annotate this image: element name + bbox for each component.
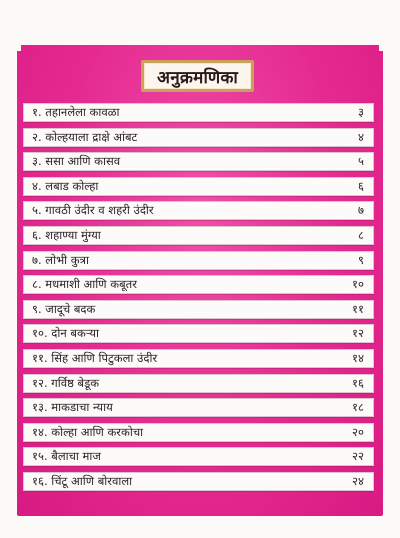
- toc-entry-page: ६: [358, 178, 364, 193]
- panel-notch-right: [379, 45, 383, 51]
- toc-entry-title: १. तहानलेला कावळा: [32, 105, 120, 119]
- panel-notch-left: [17, 45, 21, 51]
- toc-entry-page: ५: [358, 154, 364, 169]
- toc-entry: [23, 251, 374, 270]
- toc-entry-page: ३: [358, 105, 364, 119]
- toc-heading-box: [141, 60, 254, 92]
- toc-entry-title: १०. दोन बकऱ्या: [32, 326, 99, 341]
- toc-entry-title: १२. गर्विष्ठ बेडूक: [32, 375, 100, 390]
- toc-entry-title: ११. सिंह आणि पिटुकला उंदीर: [32, 350, 158, 365]
- toc-entry-title: ४. लबाड कोल्हा: [32, 178, 99, 193]
- toc-entry: [23, 398, 374, 417]
- toc-entry: [23, 472, 374, 491]
- toc-entry: [23, 374, 374, 393]
- toc-entry-page: ९: [358, 252, 364, 267]
- toc-entry-title: ३. ससा आणि कासव: [32, 154, 121, 169]
- toc-entry-title: १५. बैलाचा माज: [32, 449, 101, 464]
- toc-entry-title: ९. जादूचे बदक: [32, 301, 96, 316]
- toc-entry-title: ७. लोभी कुत्रा: [32, 252, 89, 267]
- toc-entry-title: १४. कोल्हा आणि करकोचा: [32, 424, 144, 439]
- toc-entry: [23, 349, 374, 368]
- toc-entry-page: १४: [352, 350, 364, 365]
- toc-entry-page: २४: [352, 473, 364, 488]
- toc-entry-page: ८: [358, 227, 364, 242]
- toc-entry: [23, 152, 374, 171]
- toc-entry-page: १०: [352, 277, 364, 292]
- toc-entry-page: ७: [358, 203, 364, 218]
- toc-entry: [23, 300, 374, 319]
- toc-entry: [23, 177, 374, 196]
- toc-entry-title: ५. गावठी उंदीर व शहरी उंदीर: [32, 203, 154, 218]
- toc-entry-title: १३. माकडाचा न्याय: [32, 400, 113, 415]
- toc-entry-page: १२: [352, 326, 364, 341]
- toc-entry: [23, 128, 374, 147]
- toc-entry-page: २२: [352, 449, 364, 464]
- toc-entry: [23, 201, 374, 220]
- toc-entry: [23, 226, 374, 245]
- toc-entry: [23, 324, 374, 343]
- toc-entry-title: २. कोल्हयाला द्राक्षे आंबट: [32, 129, 138, 144]
- toc-entry-title: १६. चिंटू आणि बोरवाला: [32, 473, 133, 488]
- toc-heading: अनुक्रमणिका: [157, 67, 238, 88]
- toc-entry-title: ८. मधमाशी आणि कबूतर: [32, 277, 137, 292]
- toc-entry-page: १६: [352, 375, 364, 390]
- toc-entry-title: ६. शहाण्या मुंग्या: [32, 227, 101, 242]
- toc-entry: [23, 423, 374, 442]
- toc-list: [23, 103, 374, 497]
- toc-entry-page: २०: [352, 424, 364, 439]
- toc-entry-page: ११: [352, 301, 364, 316]
- toc-entry-page: ४: [358, 129, 364, 144]
- toc-entry: [23, 275, 374, 294]
- toc-entry: [23, 103, 374, 122]
- toc-entry: [23, 447, 374, 466]
- toc-entry-page: १८: [352, 400, 364, 415]
